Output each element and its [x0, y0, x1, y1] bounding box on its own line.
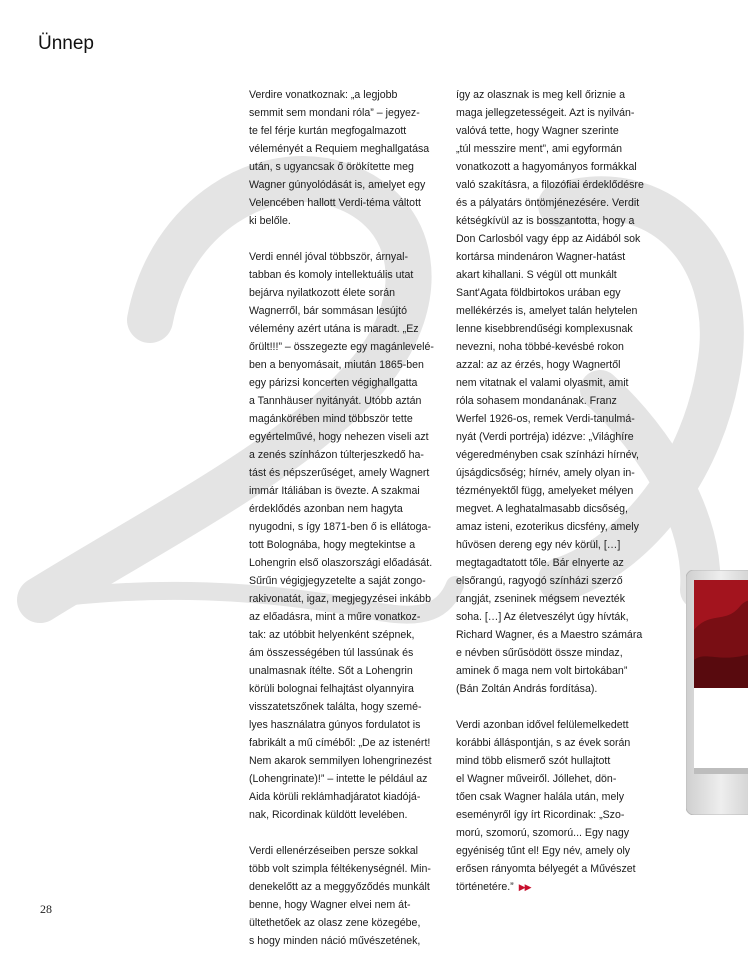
text-line: korábbi álláspontján, s az évek során: [456, 737, 631, 749]
text-line: bejárva nyilatkozott élete során: [249, 287, 396, 299]
text-line: morú, szomorú, szomorú... Egy nagy: [456, 827, 630, 839]
text-line: egy párizsi koncerten végighallgatta: [249, 377, 418, 389]
text-line: nyugodni, s így 1871-ben ő is ellátoga-: [249, 521, 431, 533]
text-line: és a pályatárs öntömjénezésére. Verdit: [456, 197, 640, 209]
text-line: (Bán Zoltán András fordítása).: [456, 683, 598, 695]
text-line: Richard Wagner, és a Maestro számára: [456, 629, 643, 641]
text-line: újságdicsőség; hírnév, amely olyan in-: [456, 467, 635, 479]
text-column-left: [249, 86, 449, 968]
text-line: lyes használatra gúnyos fordulatot is: [249, 719, 421, 731]
text-line: eseményről így írt Ricordinak: „Szo-: [456, 809, 625, 821]
text-line: Nem akarok semmilyen lohengrinezést: [249, 755, 432, 767]
paragraph: [456, 86, 656, 698]
text-line: denekelőtt az a meggyőződés munkált: [249, 881, 430, 893]
text-line: Verdi azonban idővel felülemelkedett: [456, 719, 629, 731]
text-line: tézményektől függ, amelyeket mélyen: [456, 485, 634, 497]
text-line: soha. […] Az életveszélyt úgy hívták,: [456, 611, 629, 623]
text-line: Sűrűn végigjegyzetelte a saját zongo-: [249, 575, 426, 587]
text-line: amaz isteni, ezoterikus dicsfény, amely: [456, 521, 639, 533]
text-line: erősen rányomta bélyegét a Művészet: [456, 863, 636, 875]
text-line: tott Bolognába, hogy megtekintse a: [249, 539, 416, 551]
text-line: mellékérzés is, amelyet talán helytelen: [456, 305, 638, 317]
text-line: Verdi ennél jóval többször, árnyal-: [249, 251, 408, 263]
text-line: aminek ő maga nem volt birtokában”: [456, 665, 628, 677]
text-line: Wagnerről, bár sommásan lesújtó: [249, 305, 407, 317]
text-line: nem vitatnak el valami olyasmit, amit: [456, 377, 629, 389]
text-line: megvet. A leghatalmasabb dicsőség,: [456, 503, 628, 515]
text-line: akart kihallani. S végül ott munkált: [456, 269, 617, 281]
text-line: megtagadtatott tőle. Bár elnyerte az: [456, 557, 624, 569]
text-line: benne, hogy Wagner elvei nem át-: [249, 899, 411, 911]
text-line: ben a benyomásait, miután 1865-ben: [249, 359, 424, 371]
text-line: el Wagner műveiről. Jóllehet, dön-: [456, 773, 617, 785]
text-line: Aida körüli reklámhadjáratot kiadójá-: [249, 791, 421, 803]
text-line: kortársa mindenáron Wagner-hatást: [456, 251, 626, 263]
text-line: vonatkozott a hagyományos formákkal: [456, 161, 637, 173]
paragraph: [456, 716, 656, 896]
text-line: rakivonatát, igaz, megjegyzései inkább: [249, 593, 431, 605]
text-line: a zenés színházon túlterjeszkedő ha-: [249, 449, 424, 461]
text-line: unalmasnak ítélte. Sőt a Lohengrin: [249, 665, 413, 677]
text-line: történetére.”: [456, 881, 514, 893]
text-line: Werfel 1926-os, remek Verdi-tanulmá-: [456, 413, 635, 425]
text-line: tabban és komoly intellektuális utat: [249, 269, 414, 281]
text-line: után, s ugyancsak ő örökítette meg: [249, 161, 414, 173]
text-line: (Lohengrinate)!” – intette le például az: [249, 773, 428, 785]
section-title: Ünnep: [38, 33, 94, 54]
text-line: egyértelművé, hogy nehezen viseli azt: [249, 431, 429, 443]
text-line: semmit sem mondani róla” – jegyez-: [249, 107, 420, 119]
text-line: érdeklődés azonban nem hagyta: [249, 503, 403, 515]
text-line: maga jellegzetességeit. Azt is nyilván-: [456, 107, 635, 119]
text-line: így az olasznak is meg kell őriznie a: [456, 89, 625, 101]
text-line: ültethetőek az olasz zene közegébe,: [249, 917, 421, 929]
text-line: körüli bolognai felhajtást olyannyira: [249, 683, 414, 695]
text-line: valóvá tette, hogy Wagner szerinte: [456, 125, 619, 137]
text-line: rangját, zseninek mégsem nevezték: [456, 593, 625, 605]
text-line: tően csak Wagner halála után, mely: [456, 791, 625, 803]
text-line: őrült!!!” – összegezte egy magánlevelé-: [249, 341, 434, 353]
text-line: nyát (Verdi portréja) idézve: „Világhíre: [456, 431, 634, 443]
text-line: ki belőle.: [249, 215, 291, 227]
text-line: Verdire vonatkoznak: „a legjobb: [249, 89, 398, 101]
paragraph: [249, 842, 449, 950]
text-line: fabrikált a mű címéből: „De az istenért!: [249, 737, 431, 749]
photo-thumbnail: [686, 570, 748, 815]
end-of-article-icon: ▶▶: [518, 882, 531, 892]
text-line: a Tannhäuser nyitányát. Utóbb aztán: [249, 395, 422, 407]
text-line: tást és népszerűséget, amely Wagnert: [249, 467, 430, 479]
text-line: e névben sűrűsödött össze mindaz,: [456, 647, 623, 659]
text-line: „túl messzire ment”, ami egyformán: [456, 143, 623, 155]
text-line: lenne kisebbrendűségi komplexusnak: [456, 323, 633, 335]
text-line: az előadásra, mint a műre vonatkoz-: [249, 611, 421, 623]
text-line: tak: az utóbbit helyenként szépnek,: [249, 629, 415, 641]
text-line: mind több elismerő szót hullajtott: [456, 755, 611, 767]
paragraph: [249, 86, 449, 230]
text-line: magánkörében mind többször tette: [249, 413, 413, 425]
text-line: kétségkívül az is bosszantotta, hogy a: [456, 215, 635, 227]
text-line: vélemény azért utána is maradt. „Ez: [249, 323, 419, 335]
text-line: Don Carlosból vagy épp az Aidából sok: [456, 233, 641, 245]
text-line: róla sohasem mondanának. Franz: [456, 395, 617, 407]
text-line: Sant'Agata földbirtokos urában egy: [456, 287, 621, 299]
text-line: Verdi ellenérzéseiben persze sokkal: [249, 845, 419, 857]
text-line: végeredményben csak színházi hírnév,: [456, 449, 639, 461]
text-column-right: [456, 86, 656, 914]
text-line: visszatetszőnek találta, hogy szemé-: [249, 701, 422, 713]
text-line: való szakításra, a filozófiai érdeklődésre: [456, 179, 644, 191]
text-line: nak, Ricordinak küldött levelében.: [249, 809, 408, 821]
text-line: több volt szimpla féltékenységnél. Min-: [249, 863, 431, 875]
page-number: 28: [40, 902, 52, 916]
text-line: immár Itáliában is övezte. A szakmai: [249, 485, 420, 497]
paragraph: [249, 248, 449, 824]
text-line: hűvösen dereng egy név körül, […]: [456, 539, 621, 551]
text-line: Velencében hallott Verdi-téma váltott: [249, 197, 421, 209]
text-line: s hogy minden náció művészetének,: [249, 935, 421, 947]
text-line: Wagner gúnyolódását is, amelyet egy: [249, 179, 426, 191]
text-line: egyéniség tűnt el! Egy név, amely oly: [456, 845, 631, 857]
text-line: elsőrangú, ragyogó színházi szerző: [456, 575, 623, 587]
text-line: nevezni, noha többé-kevésbé rokon: [456, 341, 624, 353]
text-line: ám összességében túl lassúnak és: [249, 647, 414, 659]
text-line: te fel férje kurtán megfogalmazott: [249, 125, 407, 137]
last-text-line: [456, 878, 656, 896]
text-line: Lohengrin első olaszországi előadását.: [249, 557, 433, 569]
text-line: véleményét a Requiem meghallgatása: [249, 143, 430, 155]
text-line: azzal: az az érzés, hogy Wagnertől: [456, 359, 621, 371]
